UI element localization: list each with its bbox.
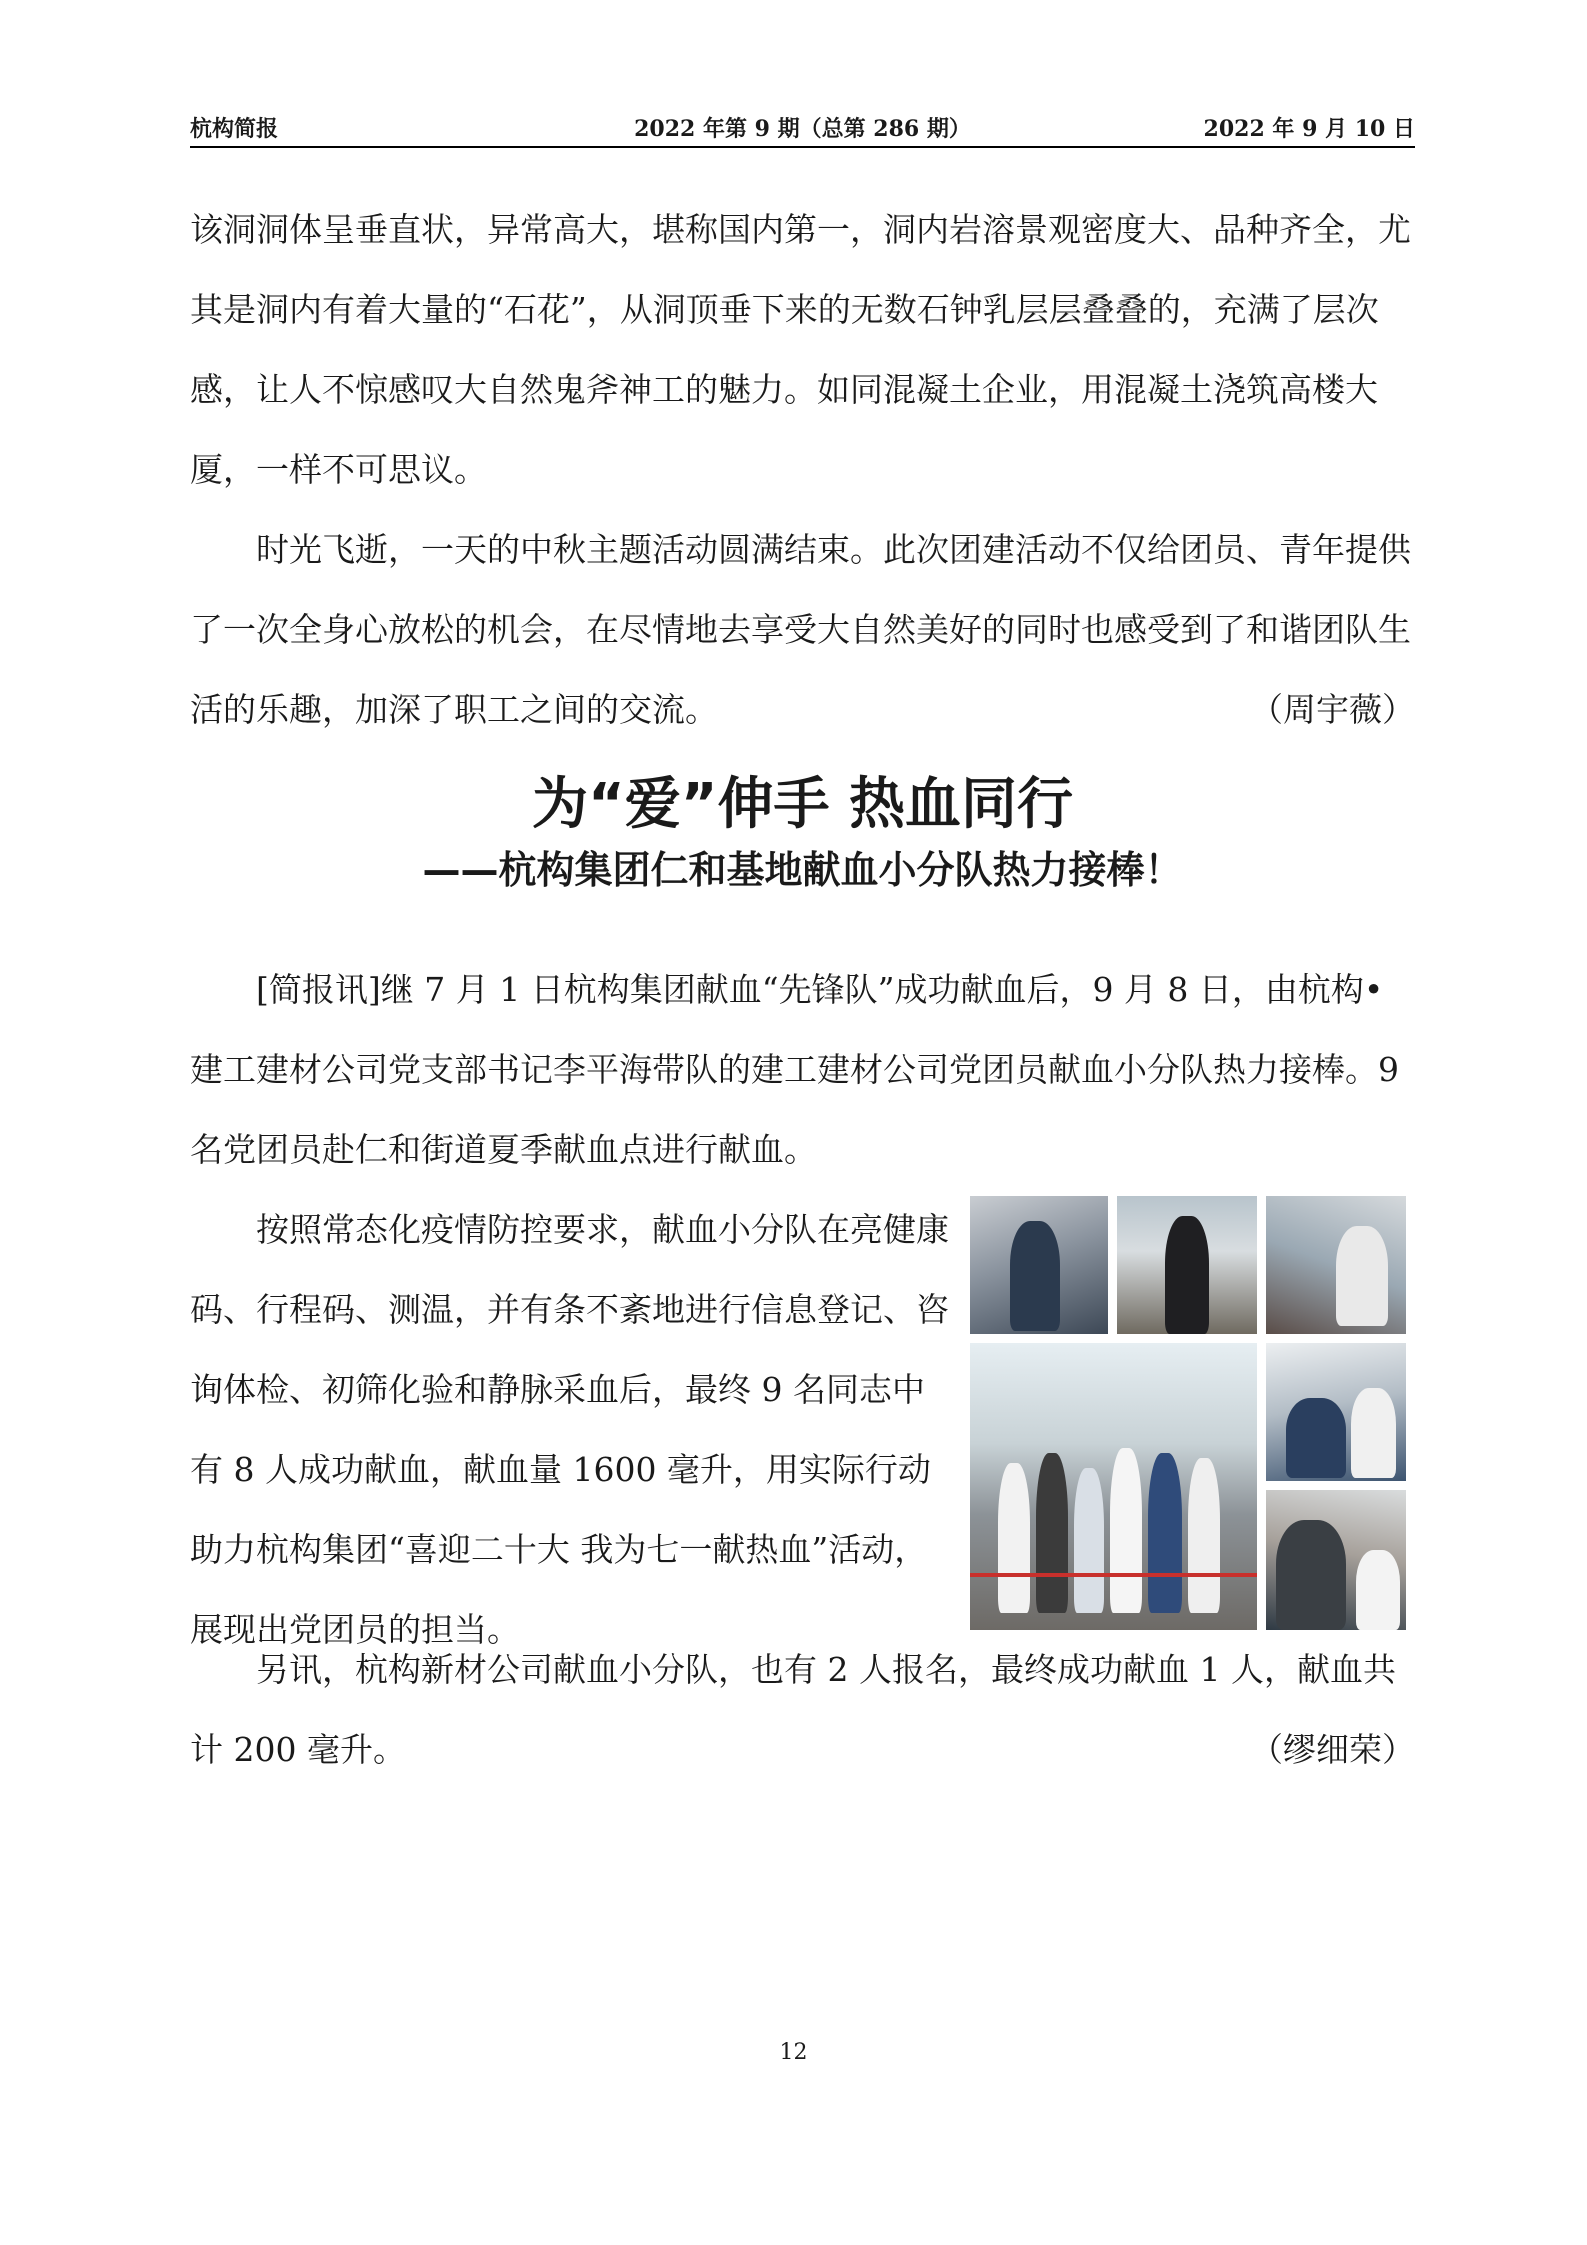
body-paragraph-2-text: 时光飞逝，一天的中秋主题活动圆满结束。此次团建活动不仅给团员、青年提供了一次全身心放松的机会，在尽情地去享受大自然美好的同时也感受到了和谐团队生活的乐趣，加深了职工之间的交流。 (190, 530, 1411, 729)
photo-donor-seated (970, 1196, 1108, 1334)
author-2: （缪细荣） (1250, 1730, 1415, 1769)
article-subtitle: ——杭构集团仁和基地献血小分队热力接棒！ (422, 848, 1183, 892)
article-title: 为“爱”伸手 热血同行 (531, 772, 1074, 837)
issue-info: 2022 年第 9 期（总第 286 期） (634, 116, 971, 142)
body-paragraph-1: 该洞洞体呈垂直状，异常高大，堪称国内第一，洞内岩溶景观密度大、品种齐全，尤其是洞内有着大量的“石花”，从洞顶垂下来的无数石钟乳层层叠叠的，充满了层次感，让人不惊感叹大自然鬼斧神工的魅力。如同混凝土企业，用混凝土浇筑高楼大厦，一样不可思议。 (190, 210, 1411, 489)
photo-donor-bus (1117, 1196, 1257, 1334)
page-header (190, 110, 1415, 148)
photo-donor-arm (1266, 1196, 1406, 1334)
publication-name: 杭构简报 (190, 116, 279, 142)
issue-date: 2022 年 9 月 10 日 (1203, 116, 1415, 142)
article-paragraph-3-text: 另讯，杭构新材公司献血小分队，也有 2 人报名，最终成功献血 1 人，献血共计 200 毫升。 (190, 1650, 1396, 1769)
article-paragraph-2: 按照常态化疫情防控要求，献血小分队在亮健康码、行程码、测温，并有条不紊地进行信息登记、咨询体检、初筛化验和静脉采血后，最终 9 名同志中有 8 人成功献血，献血量 1600 毫升，用实际行动助力杭构集团“喜迎二十大 我为七一献热血”活动，展现出党团员的担当。 (190, 1210, 949, 1649)
body-paragraph-2 (190, 510, 1415, 750)
article-paragraph-1: [简报讯]继 7 月 1 日杭构集团献血“先锋队”成功献血后，9 月 8 日，由杭构•建工建材公司党支部书记李平海带队的建工建材公司党团员献血小分队热力接棒。9 名党团员赴仁和街道夏季献血点进行献血。 (190, 970, 1399, 1169)
photo-group (970, 1343, 1257, 1630)
article-paragraph-3 (190, 1630, 1415, 1790)
photo-donor-masked (1266, 1490, 1406, 1630)
author-1: （周宇薇） (1250, 690, 1415, 729)
page-number: 12 (779, 2040, 808, 2065)
photo-registration (1266, 1343, 1406, 1481)
